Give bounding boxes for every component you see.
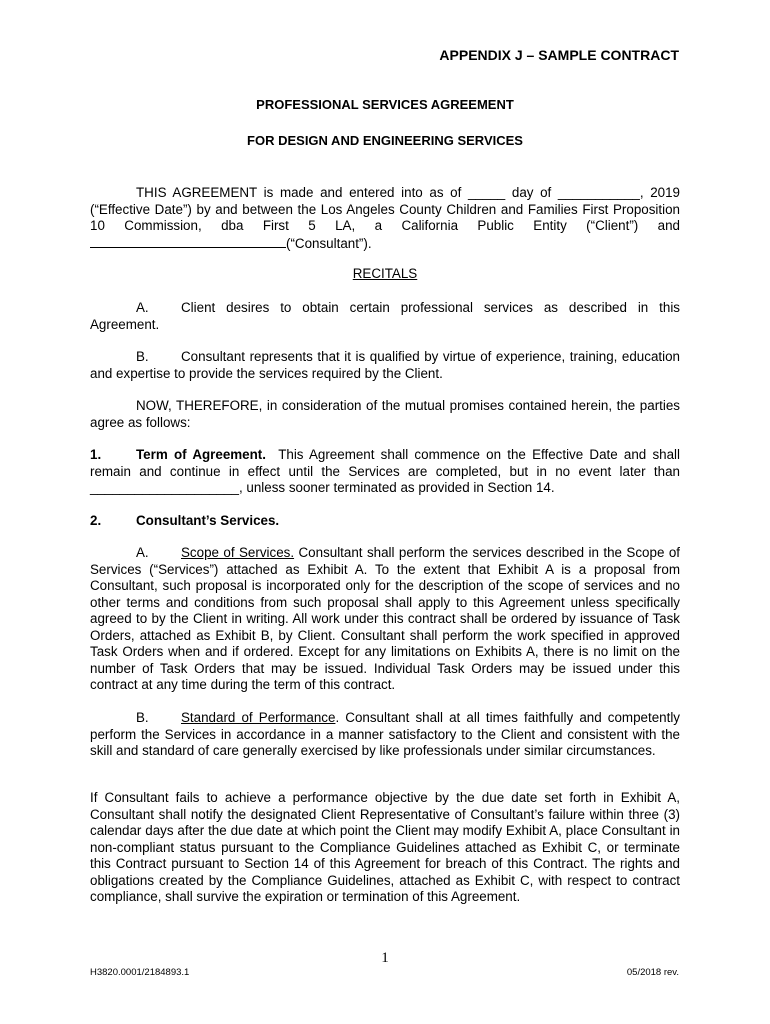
- intro-text: THIS AGREEMENT is made and entered into as of _____ day of ___________, 2019 (“Effective Date”) by and between the Los Angeles County Children and Families First Proposition 10 Commission, dba First 5 LA, a California Public Entity (“Client”) and: [90, 185, 680, 233]
- section-2c-paragraph: If Consultant fails to achieve a performance objective by the due date set forth in Exhibit A, Consultant shall notify the designated Client Representative of Consultant’s failure within three (3) calendar days after the due date at which point the Client may modify Exhibit A, place Consultant in non-compliant status pursuant to the Compliance Guidelines attached as Exhibit C, or terminate this Contract pursuant to Section 14 of this Agreement for breach of this Contract. The rights and obligations created by the Compliance Guidelines, attached as Exhibit C, with respect to contract compliance, shall survive the expiration or termination of this Agreement.: [90, 790, 680, 904]
- section-1-title: Term of Agreement.: [136, 447, 266, 462]
- consultant-signature-line: [90, 235, 286, 248]
- section-2a: [90, 545, 680, 694]
- recital-a-label: A.: [136, 300, 149, 315]
- section-2-number: 2.: [90, 513, 102, 528]
- document-id: H3820.0001/2184893.1: [90, 967, 190, 978]
- page-number: 1: [381, 950, 389, 966]
- section-2a-label: A.: [136, 545, 149, 560]
- section-2b-text: . Consultant shall at all times faithfully and competently perform the Services in accordance in a manner satisfactory to the Client and consistent with the skill and standard of care generally exercised by like professionals under similar circumstances.: [90, 710, 680, 758]
- section-1-number: 1.: [90, 447, 102, 462]
- section-1-text: This Agreement shall commence on the Effective Date and shall remain and continue in effect until the Services are completed, but in no event later than ____________________, unless sooner terminated as provided in Section 14.: [90, 447, 680, 495]
- section-1: [90, 447, 680, 497]
- section-2-heading: [90, 513, 680, 530]
- recital-a: [90, 300, 680, 333]
- recitals-heading: RECITALS: [352, 266, 418, 281]
- document-title: PROFESSIONAL SERVICES AGREEMENT: [256, 97, 514, 112]
- recital-b: [90, 349, 680, 382]
- document-subtitle: FOR DESIGN AND ENGINEERING SERVICES: [247, 133, 523, 148]
- recital-b-text: Consultant represents that it is qualified by virtue of experience, training, education and expertise to provide the services required by the Client.: [90, 349, 680, 381]
- section-2b: [90, 710, 680, 760]
- intro-consultant: (“Consultant”).: [286, 235, 372, 251]
- intro-paragraph: [90, 185, 680, 252]
- recital-b-label: B.: [136, 349, 149, 364]
- revision-date: 05/2018 rev.: [626, 967, 679, 978]
- section-2a-text: Consultant shall perform the services described in the Scope of Services (“Services”) attached as Exhibit A. To the extent that Exhibit A is a proposal from Consultant, such proposal is incorporated only for the description of the scope of services and no other terms and conditions from such proposal shall apply to this Agreement unless specifically agreed to by the Client in writing. All work under this contract shall be ordered by issuance of Task Orders, attached as Exhibit B, by Client. Consultant shall perform the work specified in approved Task Orders when and if ordered. Except for any limitations on Exhibits A, there is no limit on the number of Task Orders that may be issued. Individual Task Orders may be issued under this contract at any time during the term of this contract.: [90, 545, 680, 692]
- now-therefore-paragraph: NOW, THEREFORE, in consideration of the mutual promises contained herein, the parties agree as follows:: [90, 398, 680, 430]
- section-2-title: Consultant’s Services.: [136, 513, 280, 528]
- section-2b-title: Standard of Performance: [181, 710, 336, 725]
- section-2a-title: Scope of Services.: [181, 545, 295, 560]
- recital-a-text: Client desires to obtain certain professional services as described in this Agreement.: [90, 300, 680, 332]
- section-2b-label: B.: [136, 710, 149, 725]
- appendix-heading: APPENDIX J – SAMPLE CONTRACT: [439, 47, 679, 63]
